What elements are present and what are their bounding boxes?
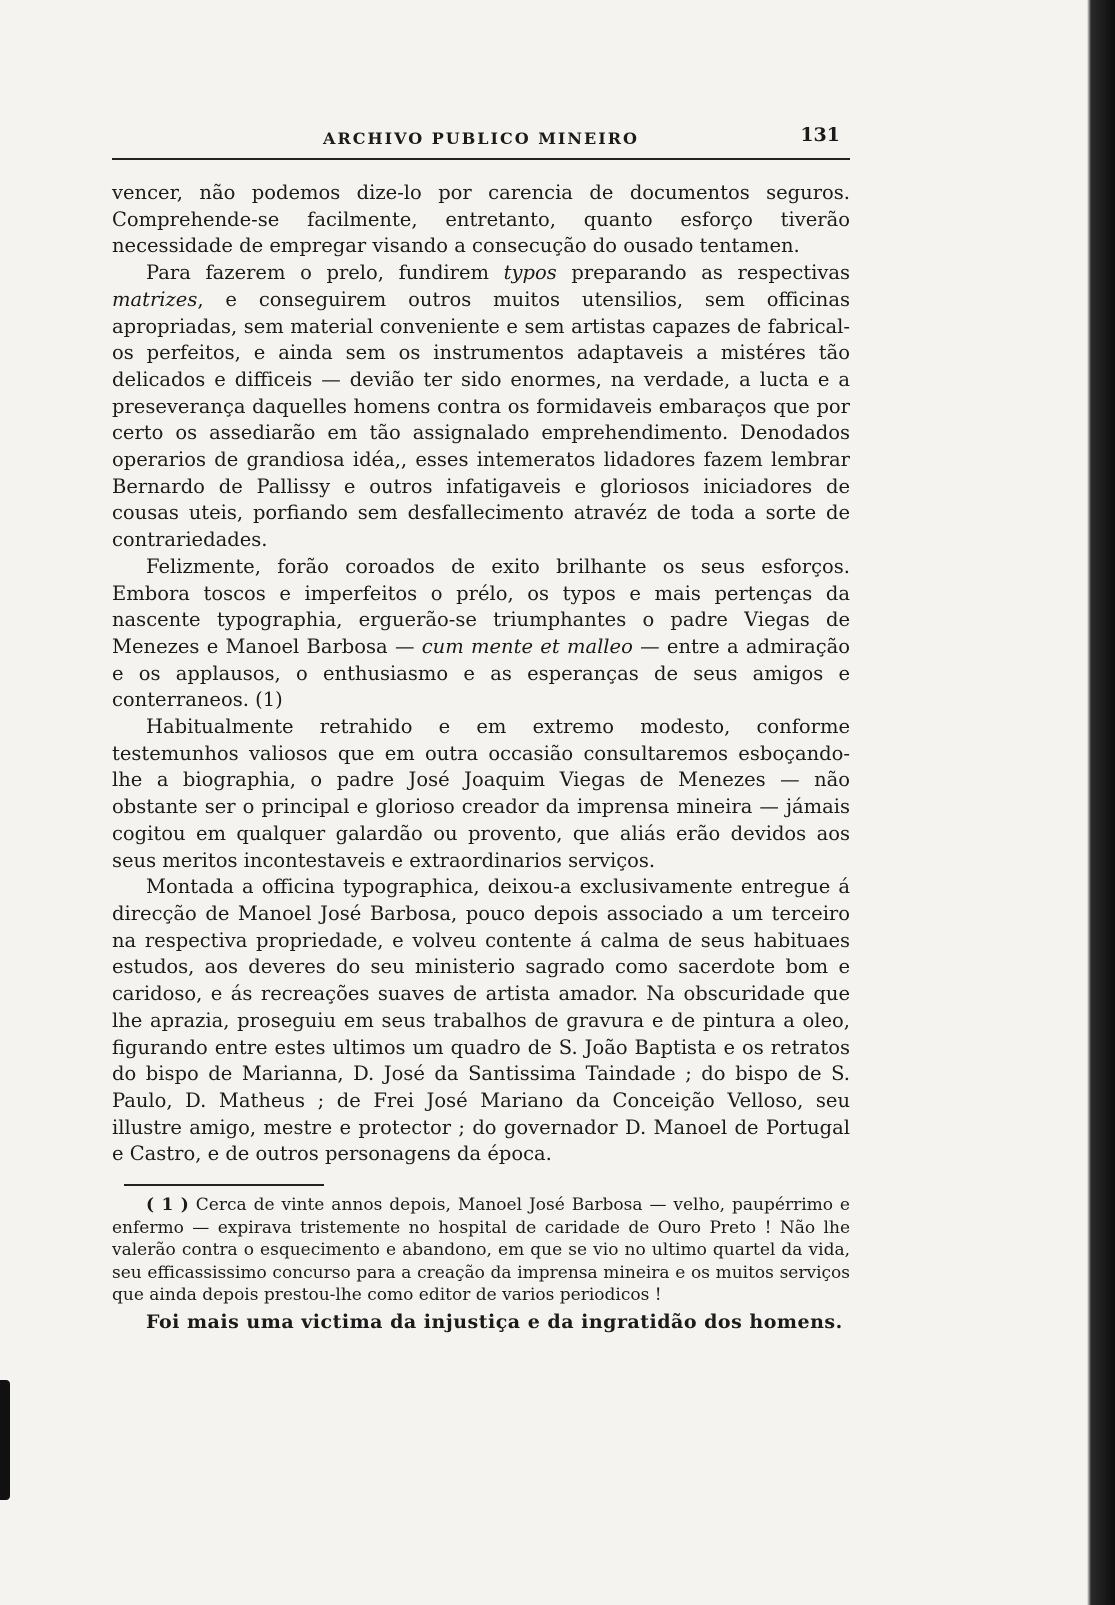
paragraph-2 <box>112 260 850 554</box>
paragraph-3 <box>112 554 850 714</box>
paragraph-3-after: — entre a admiração e os applausos, o enthusiasmo e as esperanças de seus amigos e conterraneos. (1) <box>112 634 850 712</box>
footnote-last-line: Foi mais uma victima da injustiça e da ingratidão dos homens. <box>146 1310 843 1333</box>
body-text <box>112 180 850 1168</box>
paragraph-3-before: Felizmente, forão coroados de exito brilhante os seus esforços. Embora toscos e imperfeitos o prélo, os typos e mais pertenças da nascente typographia, erguerão-se triumphantes o padre Viegas de Menezes e Manoel Barbosa — <box>112 554 850 658</box>
paragraph-5-text: Montada a officina typographica, deixou-a exclusivamente entregue á direcção de Manoel José Barbosa, pouco depois associado a um terceiro na respectiva propriedade, e volveu contente á calma de seus habituaes estudos, aos deveres do seu ministerio sagrado como sacerdote bom e caridoso, e ás recreações suaves de artista amador. Na obscuridade que lhe aprazia, proseguiu em seus trabalhos de gravura e de pintura a oleo, figurando entre estes ultimos um quadro de S. João Baptista e os retratos do bispo de Marianna, D. José da Santissima Taindade ; do bispo de S. Paulo, D. Matheus ; de Frei José Mariano da Conceição Velloso, seu illustre amigo, mestre e protector ; do governador D. Manoel de Portugal e Castro, e de outros personagens da época. <box>112 875 850 1166</box>
paragraph-4-text: Habitualmente retrahido e em extremo modesto, conforme testemunhos valiosos que em outra occasião consultaremos esboçando-lhe a biographia, o padre José Joaquim Viegas de Menezes — não obstante ser o principal e glorioso creador da imprensa mineira — jámais cogitou em qualquer galardão ou provento, que aliás erão devidos aos seus meritos incontestaveis e extraordinarios serviços. <box>112 715 850 872</box>
paragraph-2-italic-matrizes: matrizes <box>112 287 198 311</box>
footnote-mark: ( 1 ) <box>146 1195 189 1216</box>
footnote <box>112 1194 850 1307</box>
paragraph-4 <box>112 714 850 874</box>
document-page <box>112 88 850 1333</box>
paragraph-2-middle: preparando as respectivas <box>556 261 850 285</box>
footnote-text: Cerca de vinte annos depois, Manoel José Barbosa — velho, paupérrimo e enfermo — expirava tristemente no hospital de caridade de Ouro Preto ! Não lhe valerão contra o esquecimento e abandono, em que se vio no ultimo quartel da vida, seu efficassissimo concurso para a creação da imprensa mineira e os muitos serviços que ainda depois prestou-lhe como editor de varios periodicos ! <box>112 1195 850 1306</box>
scan-left-mark <box>0 1380 10 1500</box>
paragraph-2-after: , e conseguirem outros muitos utensilios, sem officinas apropriadas, sem material conveniente e sem artistas capazes de fabrical-os perfeitos, e ainda sem os instrumentos adaptaveis a mistéres tão delicados e difficeis — devião ter sido enormes, na verdade, a lucta e a preseverança daquelles homens contra os formidaveis embaraços que por certo os assediarão em tão assignalado emprehendimento. Denodados operarios de grandiosa idéa,, esses intemeratos lidadores fazem lembrar Bernardo de Pallissy e outros infatigaveis e gloriosos iniciadores de cousas uteis, porfiando sem desfallecimento atravéz de toda a sorte de contrariedades. <box>112 287 850 552</box>
running-title: ARCHIVO PUBLICO MINEIRO <box>323 129 639 148</box>
paragraph-2-italic-typos: typos <box>503 261 557 285</box>
paragraph-1 <box>112 180 850 260</box>
page-number: 131 <box>800 124 840 146</box>
paragraph-2-before: Para fazerem o prelo, fundirem <box>146 261 504 285</box>
page-header <box>112 88 850 160</box>
paragraph-3-italic-latin: cum mente et malleo <box>421 634 633 658</box>
scan-binding-edge <box>995 0 1115 1605</box>
paragraph-5 <box>112 874 850 1168</box>
footnote-rule <box>124 1184 324 1186</box>
paragraph-1-text: vencer, não podemos dize-lo por carencia de documentos seguros. Comprehende-se facilmente, entretanto, quanto esforço tiverão necessidade de empregar visando a consecução do ousado tentamen. <box>112 181 850 258</box>
